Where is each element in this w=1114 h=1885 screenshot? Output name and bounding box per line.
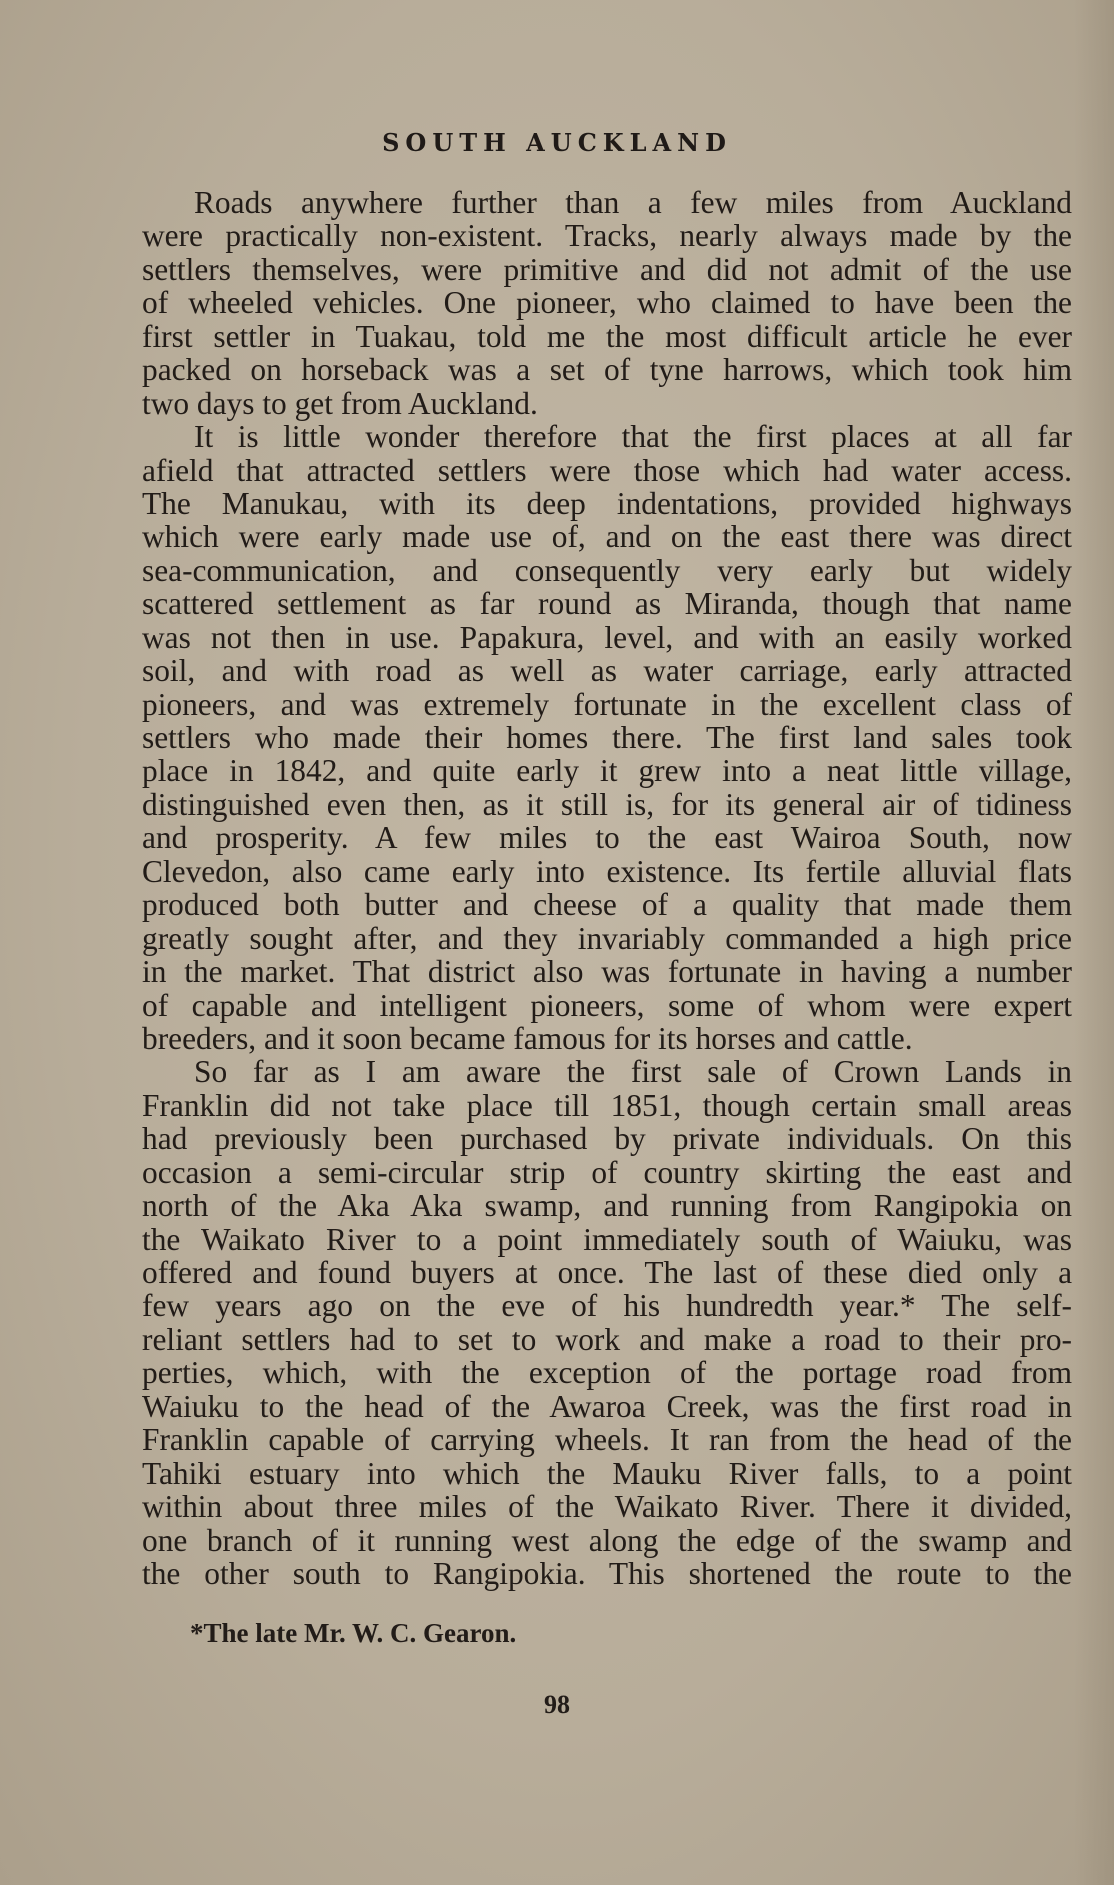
text-line: reliant settlers had to set to work and make a road to their pro- <box>142 1321 1072 1357</box>
text-line: distinguished even then, as it still is, for its general air of tidiness <box>142 786 1072 822</box>
footnote: *The late Mr. W. C. Gearon. <box>190 1618 517 1648</box>
text-line: north of the Aka Aka swamp, and running from Rangipokia on <box>142 1188 1072 1224</box>
text-line: produced both butter and cheese of a quality that made them <box>142 887 1072 923</box>
text-line: in the market. That district also was fortunate in having a number <box>142 954 1072 990</box>
text-line: was not then in use. Papakura, level, and with an easily worked <box>142 619 1072 655</box>
text-line: perties, which, with the exception of the portage road from <box>142 1355 1072 1391</box>
text-line: So far as I am aware the first sale of Crown Lands in <box>194 1054 1072 1090</box>
text-line: breeders, and it soon became famous for its horses and cattle. <box>142 1020 913 1056</box>
text-line: Roads anywhere further than a few miles from Auckland <box>194 185 1072 220</box>
text-line: of capable and intelligent pioneers, some of whom were expert <box>142 987 1072 1023</box>
text-line: of wheeled vehicles. One pioneer, who claimed to have been the <box>142 285 1072 321</box>
text-line: one branch of it running west along the edge of the swamp and <box>142 1522 1072 1558</box>
text-line: offered and found buyers at once. The last of these died only a <box>142 1255 1072 1290</box>
text-line: Clevedon, also came early into existence. Its fertile alluvial flats <box>142 853 1072 889</box>
text-line: occasion a semi-circular strip of country skirting the east and <box>142 1154 1072 1190</box>
text-line: The Manukau, with its deep indentations, provided highways <box>142 485 1072 521</box>
text-line: Franklin did not take place till 1851, though certain small areas <box>142 1087 1072 1123</box>
text-line: sea-communication, and consequently very early but widely <box>142 552 1072 588</box>
text-line: had previously been purchased by private individuals. On this <box>142 1121 1072 1157</box>
text-line: settlers who made their homes there. The first land sales took <box>142 720 1072 755</box>
text-line: the other south to Rangipokia. This shortened the route to the <box>142 1555 1072 1591</box>
text-line: place in 1842, and quite early it grew into a neat little village, <box>142 753 1072 789</box>
text-line: which were early made use of, and on the east there was direct <box>142 519 1072 555</box>
text-line: greatly sought after, and they invariably commanded a high price <box>142 920 1072 956</box>
page-number: 98 <box>544 1690 570 1719</box>
text-line: It is little wonder therefore that the first places at all far <box>194 419 1072 455</box>
text-line: and prosperity. A few miles to the east Wairoa South, now <box>142 820 1072 856</box>
text-line: soil, and with road as well as water carriage, early attracted <box>142 653 1072 689</box>
text-line: two days to get from Auckland. <box>142 385 538 421</box>
text-line: few years ago on the eve of his hundredth year.* The self- <box>142 1288 1072 1324</box>
text-line: the Waikato River to a point immediately south of Waiuku, was <box>142 1221 1072 1257</box>
text-line: Franklin capable of carrying wheels. It ran from the head of the <box>142 1422 1072 1458</box>
text-line: scattered settlement as far round as Miranda, though that name <box>142 586 1072 622</box>
text-line: pioneers, and was extremely fortunate in the excellent class of <box>142 686 1072 722</box>
text-line: first settler in Tuakau, told me the most difficult article he ever <box>142 318 1072 354</box>
text-line: Tahiki estuary into which the Mauku River falls, to a point <box>142 1455 1072 1491</box>
body-text <box>142 186 1072 1590</box>
text-line: were practically non-existent. Tracks, nearly always made by the <box>142 218 1072 254</box>
text-line: Waiuku to the head of the Awaroa Creek, was the first road in <box>142 1388 1072 1424</box>
text-line: packed on horseback was a set of tyne harrows, which took him <box>142 352 1072 388</box>
running-title: SOUTH AUCKLAND <box>382 128 732 157</box>
text-line: settlers themselves, were primitive and did not admit of the use <box>142 251 1072 287</box>
page-edge-shadow <box>1074 0 1114 1885</box>
text-line: afield that attracted settlers were those which had water access. <box>142 452 1072 488</box>
text-line: within about three miles of the Waikato River. There it divided, <box>142 1489 1072 1525</box>
